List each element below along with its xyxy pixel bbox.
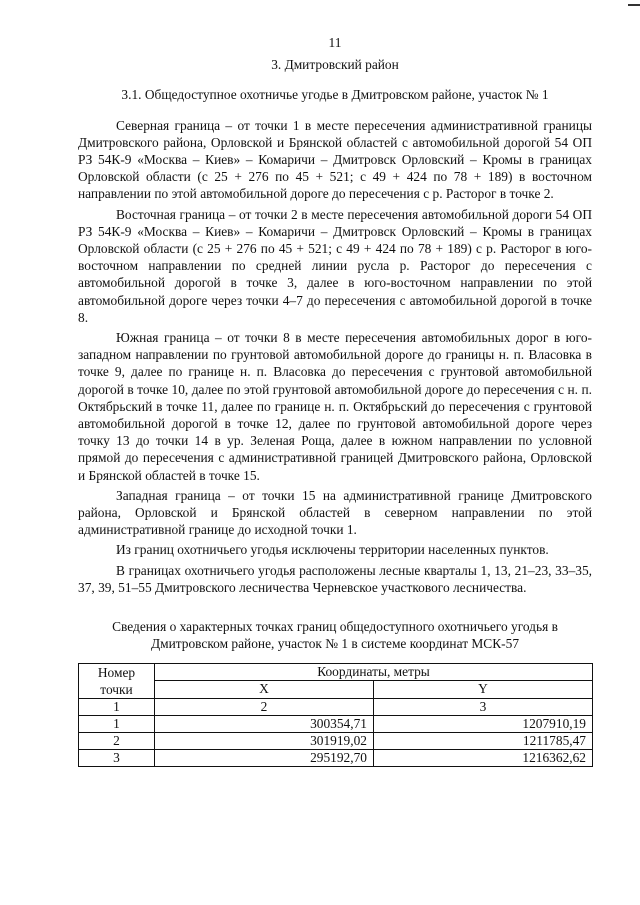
table-row	[79, 715, 593, 732]
point-number-cell: 2	[79, 732, 155, 749]
table-axis-header-row	[79, 681, 593, 699]
point-number-cell: 1	[79, 715, 155, 732]
y-coordinate-cell: 1216362,62	[374, 749, 593, 766]
sub-heading: 3.1. Общедоступное охотничье угодье в Дмитровском районе, участок № 1	[121, 87, 549, 103]
column-number-cell: 2	[155, 698, 374, 715]
x-coordinate-cell: 295192,70	[155, 749, 374, 766]
south-boundary-paragraph: Южная граница – от точки 8 в месте пересечения автомобильных дорог в юго-западном направлении по грунтовой автомобильной дороге до границы н. п. Власовка в точке 9, далее по границе н. п. Власовка до пересечения с грунтовой автомобильной дорогой в точке 10, далее по этой грунтовой автомобильной дороге до пересечения с н. п. Октябрьский в точке 11, далее по границе н. п. Октябрьский до пересечения с грунтовой автомобильной дорогой в точке 12, далее по грунтовой автомобильной дороге через точку 13 до точки 14 в ур. Зеленая Роща, далее в южном направлении по условной прямой до пересечения с административной границей Дмитровского района, Орловской и Брянской областей в точке 15.	[78, 330, 592, 483]
west-boundary-paragraph: Западная граница – от точки 15 на административной границе Дмитровского района, Орловской и Брянской областей в северном направлении по этой административной границе до исходной точки 1.	[78, 487, 592, 538]
coordinates-header: Координаты, метры	[155, 663, 593, 681]
forest-quarters-paragraph: В границах охотничьего угодья расположены лесные кварталы 1, 13, 21–23, 33–35, 37, 39, 51–55 Дмитровского лесничества Черневское участкового лесничества.	[78, 562, 592, 595]
x-coordinate-cell: 300354,71	[155, 715, 374, 732]
table-row	[79, 749, 593, 766]
exclusions-paragraph: Из границ охотничьего угодья исключены территории населенных пунктов.	[116, 542, 549, 558]
x-header: X	[155, 681, 374, 699]
scan-edge-mark	[628, 4, 640, 6]
table-header-row	[79, 663, 593, 681]
coordinates-table	[78, 663, 593, 767]
document-page	[78, 34, 592, 767]
page-number: 11	[328, 35, 342, 50]
y-header: Y	[374, 681, 593, 699]
y-coordinate-cell: 1207910,19	[374, 715, 593, 732]
east-boundary-paragraph: Восточная граница – от точки 2 в месте пересечения автомобильной дороги 54 ОП РЗ 54К-9 «Москва – Киев» – Комаричи – Дмитровск Орловский – Кромы в границах Орловской области (с 25 + 276 по 45 + 521; с 49 + 424 по 78 + 189) с р. Расторог в юго-восточном направлении по средней линии русла р. Расторог до пересечения с автомобильной дорогой в точке 3, далее в юго-восточном направлении по этой автомобильной дороге через точки 4–7 до пересечения с автомобильной дорогой в точке 8.	[78, 206, 592, 325]
table-caption: Сведения о характерных точках границ общедоступного охотничьего угодья в Дмитровском районе, участок № 1 в системе координат МСК-57	[112, 619, 558, 652]
north-boundary-paragraph: Северная граница – от точки 1 в месте пересечения административной границы Дмитровского района, Орловской и Брянской областей с автомобильной дорогой 54 ОП РЗ 54К-9 «Москва – Киев» – Комаричи – Дмитровск Орловский – Кромы в границах Орловской области (с 25 + 276 по 45 + 521; с 49 + 424 по 78 + 189) в восточном направлении по этой автомобильной дороге до пересечения с р. Расторог в точке 2.	[78, 117, 592, 202]
column-number-cell: 1	[79, 698, 155, 715]
point-number-cell: 3	[79, 749, 155, 766]
column-number-cell: 3	[374, 698, 593, 715]
x-coordinate-cell: 301919,02	[155, 732, 374, 749]
table-row	[79, 732, 593, 749]
table-column-number-row	[79, 698, 593, 715]
point-number-header: Номер точки	[79, 663, 155, 698]
y-coordinate-cell: 1211785,47	[374, 732, 593, 749]
section-heading: 3. Дмитровский район	[271, 57, 399, 73]
